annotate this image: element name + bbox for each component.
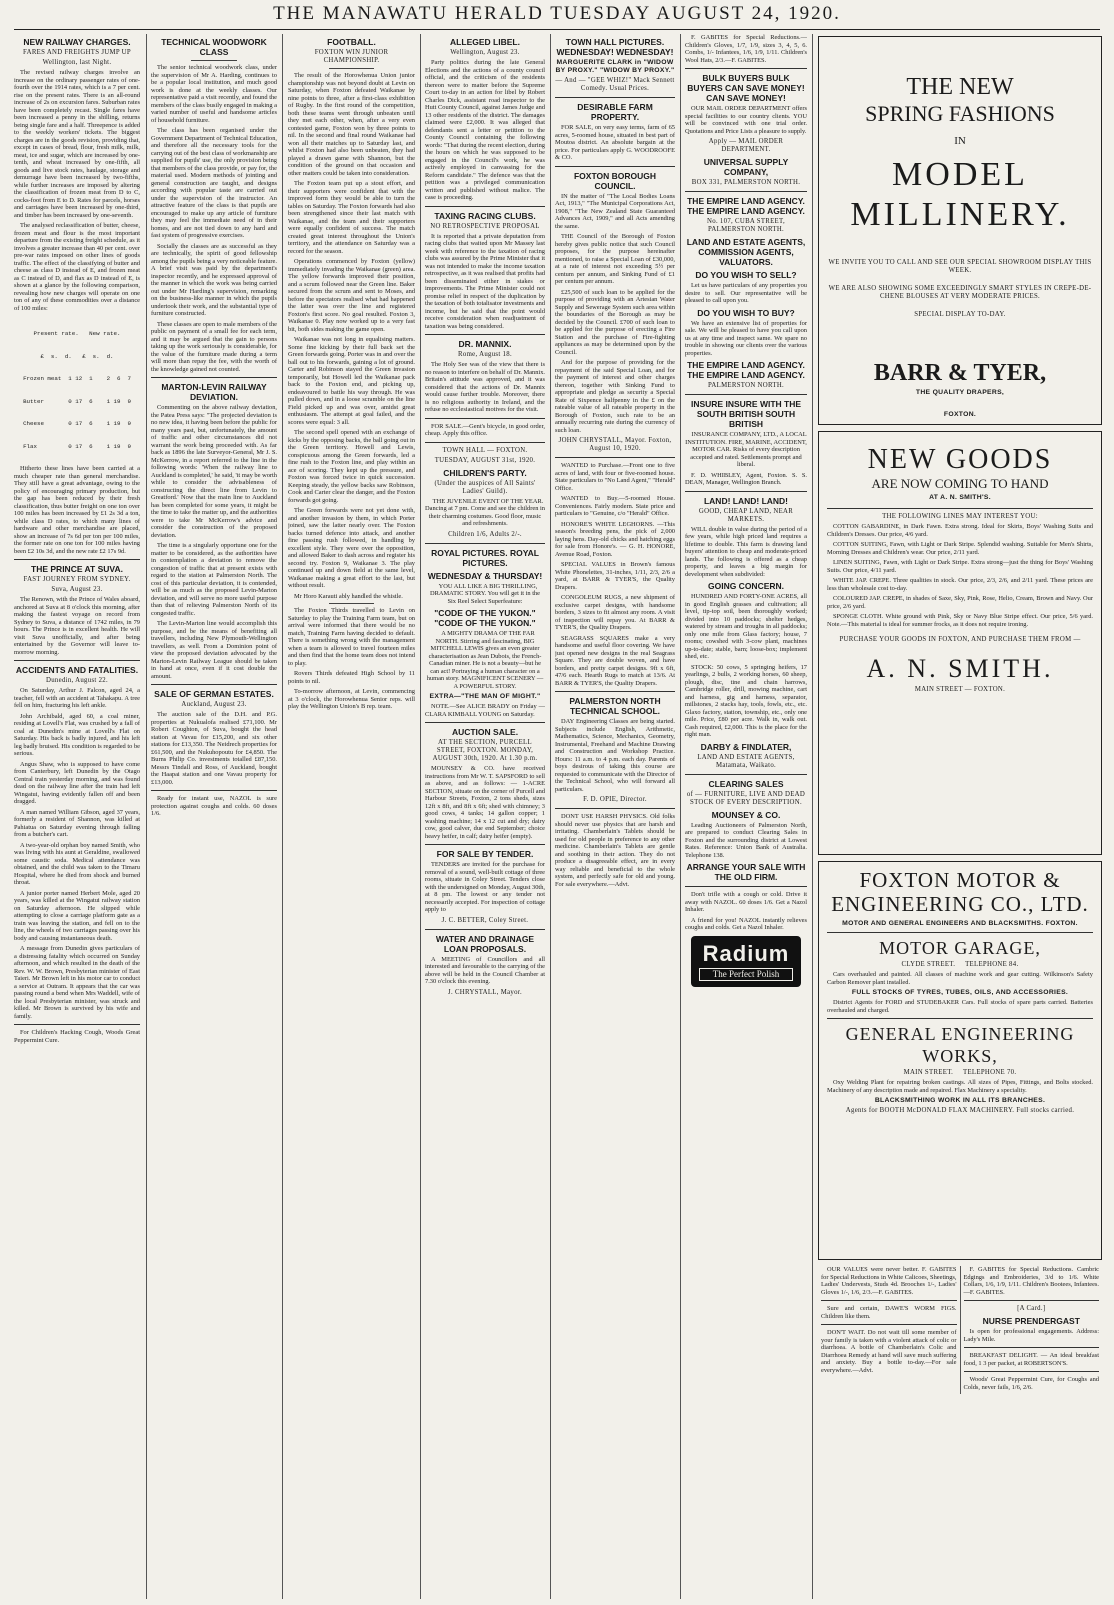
address: LAND AND ESTATE AGENTS, Matamata, Waikato. [697, 753, 795, 769]
column-rule [146, 34, 147, 1599]
divider [555, 166, 675, 167]
ad-title: NEW GOODS [867, 444, 1053, 475]
advert-text: Leading Auctioneers of Palmerston North, are prepared to conduct Clearing Sales in Foxton and the surrounding district at Lowest Rates. Reference: Union Bank of Australia. Telephone 138. [685, 821, 807, 859]
advert-text: WILL double in value during the period of a few years, while high priced land requires a lifetime to double. This farm is drawing land buyers' attention to cheap and moderate-priced lands. The following is offered as a cheap property, and leaves a big margin for development when subdivided: [685, 525, 807, 578]
article-paragraph: John Archibald, aged 60, a coal miner, residing at Lovell's Flat, was crushed by a fall of coal at Dunedin's mine at Lovell's Flat on Saturday. His back is badly injured, and his left leg badly bruised. His condition is regarded to be serious. [14, 712, 140, 757]
headline: SALE OF GERMAN ESTATES. [154, 689, 274, 699]
article-paragraph: A junior porter named Herbert Mole, aged 20 years, was killed at the Wingatui railway station on Saturday afternoon. He slipped while attempting to close a carriage platform gate as a train was leaving the station, and fell on to the line, the wheels of two carriages passing over his body and causing instantaneous death. [14, 889, 140, 942]
company-name: DARBY & FINDLATER, [700, 741, 792, 752]
headline: CLEARING SALES [708, 778, 784, 789]
subheadline: FOXTON WIN JUNIOR CHAMPIONSHIP. [314, 49, 389, 64]
article-paragraph: A man named William Gibson, aged 37 years, formerly a resident of Shannon, was killed at Pahiatua on Saturday evening through falling from a butcher's cart. [14, 808, 140, 838]
masthead-rule [14, 29, 1100, 30]
column-2 [151, 34, 277, 1599]
classified-ad: FOR SALE.—Gent's bicycle, in good order, cheap. Apply this office. [425, 422, 545, 437]
ad-title: MOTOR GARAGE, [879, 938, 1041, 958]
divider [964, 1371, 1100, 1372]
divider [425, 722, 545, 723]
small-ads-left [818, 1266, 960, 1394]
headline: TAXING RACING CLUBS. [434, 210, 536, 221]
headline: LAND! LAND! LAND! [703, 495, 789, 506]
headline: THE EMPIRE LAND AGENCY. THE EMPIRE LAND AGENCY. [687, 360, 805, 380]
advert-text: MOUNSEY & CO. have received instructions from Mr W. T. SAPSFORD to sell as above, and as follows: — 1-ACRE SECTION, situate on the corner of Purcell and Harbour Streets, Foxton, 2 tons sheds, sizes 12ft x 8ft, and 8ft x 6ft; shed with chimney; 3 good cows, 4 tanks; 14 gallon copper; 1 washing machine; 14 x 12 cut and dry; dairy cow, good calver, due end September; choice heavy heifer, in calf; dairy heifer (empty). [425, 765, 545, 840]
divider [151, 377, 277, 378]
film-title: MARGUERITE CLARK in "WIDOW BY PROXY." "WIDOW BY PROXY." [555, 59, 675, 74]
divider [425, 334, 545, 335]
article-paragraph: The second spell opened with an exchange of kicks by the opposing backs, the ball going out in the Green territory. Howell and Lewis, conspicuous among the Green forwards, led a fine rush to the Foxton line, and play within an ace of scoring. They kept up the pressure, and Foxton was forced twice in quick succession. Keeping steady, the yellow backs saw Robinson, Cook and Carter clear the danger, and the Foxton forwards got going. [288, 429, 415, 504]
article-paragraph: The Renown, with the Prince of Wales aboard, anchored at Suva at 8 o'clock this morning, after making the fastest voyage on record from Sydney to Suva, a distance of 1742 miles, in 79 hours. The Prince is in excellent health. He will visit Suva unofficially, and after being entertained by the Governor will leave to-morrow morning. [14, 596, 140, 656]
ad-text: AT A. N. SMITH'S. [929, 494, 991, 501]
classified-ad: WANTED to Buy.—5-roomed House. Conveniences. Fairly modern. State price and particulars to "Genuine, c/o "Herald" Office. [555, 495, 675, 517]
ad-title: IN [954, 135, 966, 147]
divider [555, 808, 675, 809]
article-paragraph: Angus Shaw, who is supposed to have come from Canterbury, left Dunedin by the Otago Central train yesterday morning, and was found dead on the railway line after the train had left Wingatui, having evidently fallen off and been dragged. [14, 760, 140, 805]
signature: J. C. BETTER, Coley Street. [441, 916, 529, 924]
article-paragraph: The Green forwards were not yet done with, and another invasion by them, in which Porter joined, saw the latter nearly over. The Foxton backs turned defence into attack, and another fine passing rush followed, in handling by excellent style. They were over the opposition, and allowed Baker to dash across and register his second try. Foxton 9, Waikanae 3. The play continued up and down field at the same level, Waikanae making a great effort to the last, but without result. [288, 507, 415, 589]
subheadline: FARES AND FREIGHTS JUMP UP [23, 49, 131, 56]
ad-text: WE INVITE YOU TO CALL AND SEE OUR SPECIAL SHOWROOM DISPLAY THIS WEEK. [828, 259, 1092, 274]
article-paragraph: The Levin-Marton line would accomplish this purpose, and be the means of benefiting all travellers, including New Plymouth-Wellington travellers, as well. From a Dominion point of view the proposed deviation advocated by the Marton-Levin Railway League should be taken in hand at once, even if it cost double the amount. [151, 620, 277, 680]
address: PALMERSTON NORTH. [707, 382, 785, 389]
divider [821, 1300, 957, 1301]
divider [827, 1018, 1093, 1019]
divider [555, 691, 675, 692]
notice-paragraph: DAY Engineering Classes are being started. Subjects include English, Arithmetic, Mathematics, Science, Mechanics, Geometry, Instrumental, Freehand and Machine Drawing and Construction and Workshop Practice. Hours: 11 a.m. to 4 p.m. each day. Parents of boys desirous of taking this course are requested to communicate with the Director of the Technical School, who will forward all particulars. [555, 718, 675, 793]
ad-text: MAIN STREET. TELEPHONE 70. [903, 1069, 1017, 1076]
subheadline: GOOD, CHEAP LAND, NEAR MARKETS. [698, 507, 794, 523]
smith-new-goods-advert [818, 431, 1102, 855]
ad-text: SPECIAL DISPLAY TO-DAY. [914, 311, 1006, 318]
dateline: Wellington, last Night. [42, 59, 112, 66]
divider [151, 684, 277, 685]
ad-title: BARR & TYER, [873, 360, 1047, 386]
headline: CHILDREN'S PARTY. [443, 467, 527, 478]
ad-text: FULL STOCKS OF TYRES, TUBES, OILS, AND ACCESSORIES. [851, 989, 1069, 996]
card-label: [A Card.] [1017, 1305, 1046, 1312]
classified-ad: F. GABITES for Special Reductions.—Children's Gloves, 1/7, 1/9, sizes 3, 4, 5, 6. Combs, 1/- Infantees, 1/6, 1/9, 1/11. Children's Wool Hats, 2/3.—F. GABITES. [685, 34, 807, 64]
advert-text: Apply — MAIL ORDER DEPARTMENT. [708, 138, 784, 153]
ad-title: GENERAL ENGINEERING WORKS, [845, 1024, 1075, 1066]
dateline: Auckland, August 23. [181, 701, 247, 708]
film-title: "CODE OF THE YUKON." "CODE OF THE YUKON." [434, 608, 536, 628]
divider [964, 1300, 1100, 1301]
divider [425, 844, 545, 845]
divider [329, 68, 375, 69]
ad-title: MODEL [892, 156, 1028, 193]
advert-line: Ready for instant use, NAZOL is sure protection against coughs and colds. 60 doses 1/6. [151, 795, 277, 817]
rate-table [14, 315, 140, 465]
headline: LAND AND ESTATE AGENTS, COMMISSION AGENTS, VALUATORS. [686, 237, 806, 267]
classified-ad: BREAKFAST DELIGHT. — An ideal breakfast food, 1 3 per packet, at ROBERTSON'S. [963, 1352, 1099, 1367]
column-4 [425, 34, 545, 1599]
divider [685, 886, 807, 887]
rate-table-row: Cheese 0 17 6 1 19 9 [23, 420, 131, 427]
divider [425, 442, 545, 443]
ad-item: WHITE JAP. CREPE. Three qualities in stock. Our price, 2/3, 2/6, and 2/11 yard. These prices are less than wholesale cost to-day. [827, 577, 1093, 592]
article-paragraph: A message from Dunedin gives particulars of a distressing fatality which occurred on Sunday afternoon, and which resulted in the death of the Rev. W. W. Brown, Presbyterian minister of East Taieri. Mr Brown left in his motor car to conduct a service at Outram. It appears that the car was passing round a bend when Mrs Waddell, wife of the local Presbyterian minister, was struck and killed. Mr Brown is survived by his wife and family. [14, 945, 140, 1020]
ad-text: Agents for BOOTH McDONALD FLAX MACHINERY. Full stocks carried. [845, 1107, 1075, 1114]
divider [964, 1347, 1100, 1348]
advert-text: A MIGHTY DRAMA OF THE FAR NORTH. Stirring and fascinating, BIG MITCHELL LEWIS gives an even greater characterisation as Jean Dubois, the French-Canadian miner. He is not a beauty—but he can act! Portraying a human character on a human story. MAGNIFICENT SCENERY — A POWERFUL STORY. [426, 630, 544, 690]
notice-paragraph: £25,500 of such loan to be applied for the purpose of providing with an Artesian Water Supply and Sewerage System such area within the boundaries of the Borough as may be decided by the Council. £700 of such loan to be applied for the purpose of erecting a Fire Station and the purchase of Fire-fighting appliances as may be determined upon by the Council. [555, 288, 675, 356]
advert-text: of — FURNITURE, LIVE AND DEAD STOCK OF EVERY DESCRIPTION. [686, 790, 806, 806]
subheadline: FAST JOURNEY FROM SYDNEY. [23, 576, 131, 583]
article-paragraph: The senior technical woodwork class, under the supervision of Mr A. Harding, continues to be a popular local institution, and much good work is done at the weekly classes. Our representative paid a visit recently, and found the members of the class busily engaged in making a varied number of useful and handsome articles of household furniture. [151, 64, 277, 124]
ad-title: MILLINERY. [850, 196, 1070, 233]
classified-ad: DON'T WAIT. Do not wait till some member of your family is taken with a violent attack of colic or diarrhoea. A bottle of Chamberlain's Colic and Diarrhoea Remedy at hand will save much suffering and anxiety. Buy a bottle to-day.—For sale everywhere.—Advt. [821, 1329, 957, 1374]
article-paragraph: The class has been organised under the Government Department of Technical Education, and therefore all the necessary tools for the carrying out of the best class of workmanship are supplied for pupils' use, the only provision being that members of the class provide, or pay for, the material used. Modern methods of jointing and general construction are taught, and designs according with popular taste are carried out under the supervision of the instructor. An attractive feature of the class is that pupils are encouraged to make up any article of furniture they may feel the immediate need of in their homes, and are not tied down to any hard and fast system of progressive exercises. [151, 127, 277, 239]
advert-text: TENDERS are invited for the purchase for removal of a sound, well-built cottage of three rooms, situate in Coley Street. Tenders close with the undersigned on Monday, August 30th, at 8 pm. The lowest or any tender not necessarily accepted. For inspection of cottage apply to [425, 861, 545, 913]
divider [425, 929, 545, 930]
headline: MARTON-LEVIN RAILWAY DEVIATION. [161, 382, 267, 402]
article-paragraph: Commenting on the above railway deviation, the Patea Press says: "The projected deviation is no new idea, it having been before the public for many years past, but, unfortunately, the amount of traffic and other circumstances did not warrant the work being proceeded with. As far back as 1896 the late Surveyor-General, Mr J. S. McKerrow, in a report referred to the line in the following words: 'When the railway line to Auckland is completed,' he said, 'it may be worth while to consider the advisableness of constructing the direct line from Levin to Greatford.' Now that the main line to Auckland has been completed for some years, it might be the time to take the matter up, and the authorities were to take Mr McKerrow's advice and consider the construction of the proposed deviation. [151, 404, 277, 539]
ad-item: COTTON GABARDINE, in Dark Fawn. Extra strong. Ideal for Skirts, Boys' Washing Suits and Children's Dresses. Our price, 4/6 yard. [827, 523, 1093, 538]
headline: FOOTBALL. [327, 37, 376, 47]
divider [191, 60, 236, 61]
classified-ad: CONGOLEUM RUGS, a new shipment of exclusive carpet designs, with handsome borders, 3 sizes to fit almost any room. A visit of inspection will repay you. At BARR & TYER'S, the Quality Drapers. [555, 594, 675, 631]
article-paragraph: Rovers Thirds defeated High School by 11 points to nil. [288, 670, 415, 685]
subheadline: NO RETROSPECTIVE PROPOSAL [430, 222, 540, 230]
advert-text: STOCK: 50 cows, 5 springing heifers, 17 yearlings, 2 bulls, 2 working horses, 60 sheep, plough, disc, tine and chain harrows, Cambridge roller, drill, mowing machine, cart and harness, gig and harness, separator, millstones, 2 stacks hay, tools, fowls, etc., etc. Glaxo factory, station, township, etc., only one mile. Price, £80 per acre. Walk in, walk out. Cash required, £2,000. This is the place for the right man. [685, 663, 807, 738]
column-6 [685, 34, 807, 1599]
column-rule [680, 34, 681, 1599]
headline: NURSE PRENDERGAST [982, 1316, 1080, 1326]
advert-text: — And — "GEE WHIZ!" Mack Sennett Comedy. Usual Prices. [555, 77, 675, 92]
small-ads [818, 1266, 1102, 1394]
article-paragraph: The result of the Horowhenua Union junior championship was not beyond doubt at Levin on Saturday, when Foxton defeated Waikanae by nine points to three, after a first-class exhibition of Rugby. In the first round of the competition, both these teams went through unbeaten until they met each other, when, after a very even contested game, Foxton won by three points to nil. In the second and final round Waikanae had won all their matches up to Saturday last, and whilst Foxton had also been unbeaten, they had played a drawn game with Shannon, but the condition of the ground on that occasion and other matters could be taken into consideration. [288, 72, 415, 177]
divider [14, 660, 140, 661]
article-paragraph: The Foxton Thirds travelled to Levin on Saturday to play the Training Farm team, but on arrival were informed that there would be no match, Training Farm having decided to default. There is something wrong with the management when a team is allowed to travel fourteen miles and then find that the home team does not intend to play. [288, 607, 415, 667]
headline: FOXTON BOROUGH COUNCIL. [573, 170, 656, 191]
divider [329, 603, 375, 604]
notice-paragraph: IN the matter of "The Local Bodies Loans Act, 1913," "The Municipal Corporations Act, 1908," "The New Zealand State Guaranteed Advances Act, 1909," and all Acts amending the same. [555, 192, 675, 230]
column-rule [812, 34, 813, 1599]
ad-text: CLYDE STREET. TELEPHONE 84. [901, 961, 1019, 968]
column-rule [550, 34, 551, 1599]
divider [425, 418, 545, 419]
headline: TOWN HALL PICTURES. WEDNESDAY! WEDNESDAY! [556, 37, 674, 57]
ad-item: Oxy Welding Plant for repairing broken castings. All sizes of Pipes, Fittings, and Bolts stocked. Machinery of any description made and repaired. Flax Machinery a speciality. [827, 1079, 1093, 1094]
headline: GOING CONCERN. [707, 581, 785, 591]
ad-text: THE QUALITY DRAPERS, [915, 389, 1005, 396]
divider [827, 508, 1093, 509]
article-paragraph: These classes are open to male members of the public on payment of a small fee for each term, and it may be argued that the gain to persons taking up the work seriously is considerable, for the value of the furniture made during a term will more than repay the fee, with the worth of the knowledge gained not counted. [151, 320, 277, 373]
ad-title: SPRING FASHIONS [865, 101, 1055, 126]
article-paragraph: To-morrow afternoon, at Levin, commencing at 3 o'clock, the Horowhenua Senior reps. will play the Wellington Union's B rep. team. [288, 688, 415, 710]
advert-text: HUNDRED AND FORTY-ONE ACRES, all in good English grasses and cultivation; all level, tip-top soil, been thoroughly worked; divided into 10 paddocks; shelter hedges, watered by stream and troughs in all paddocks; only one mile from Glass factory; house, 7 rooms; cowshed with 3-cow plant, machines up-to-date; stable, barn; loose-box; implement shed, etc. [685, 593, 807, 660]
article-paragraph: The Holy See was of the view that there is no reason to interfere on behalf of Dr. Mannix. Britain's attitude was approved, and it was considered that the actions of Dr. Mannix would cause further trouble. Moreover, there is no religious authority in Ireland, and the refuse no ecclesiastical motives for the visit. [425, 361, 545, 413]
radium-logo-tagline: The Perfect Polish [699, 968, 793, 981]
signature: JOHN CHRYSTALL, Mayor. Foxton, August 10, 1920. [558, 437, 672, 452]
advert-text: OUR MAIL ORDER DEPARTMENT offers special facilities to our country clients. YOU will be convinced with one trial order. Quotations and Price Lists a pleasure to supply. [685, 105, 807, 135]
advert-text: A MEETING of Councillors and all interested and favourable to the carrying of the above will be held in the Council Chamber at 7.30 o'clock this evening. [425, 955, 545, 985]
ad-text: BLACKSMITHING WORK IN ALL ITS BRANCHES. [874, 1097, 1046, 1104]
foxton-motor-advert [818, 861, 1102, 1260]
headline: WEDNESDAY & THURSDAY! [427, 570, 543, 581]
advert-text: INSURANCE COMPANY, LTD., A LOCAL INSTITUTION. FIRE, MARINE, ACCIDENT, MOTOR CAR. Risks of every description accepted and rated. Settlements prompt and liberal. [685, 431, 807, 468]
rate-table-row: Frozen meat 1 12 1 2 6 7 [23, 375, 131, 382]
advert-text: YOU ALL LIKE A BIG THRILLING, DRAMATIC STORY. You will get it in the Six Reel Select Superfeature: [429, 582, 541, 605]
article-paragraph: Waikanae was not long in equalising matters. Some fine kicking by their full back set the Green forwards going. Porter was in and over the ball out to his forwards, gaining a lot of ground. Carter and Robinson stayed the Green invasion temporarily, but Howell led the Waikanae pack back to the Foxton end, and picking up, endeavoured to battle his way through. He was pulled down, and in a loose scramble on the line Field picked up and was over, amidst great enthusiasm. The attempt at goal failed, and the scores were equal: 3 all. [288, 336, 415, 426]
ad-text: FOXTON. [943, 411, 977, 418]
radium-logo-word: Radium [702, 940, 790, 966]
dateline: Suva, August 23. [51, 586, 103, 593]
ad-item: COTTON SUITING, Fawn, with Light or Dark Stripe. Splendid washing. Suitable for Men's Shirts, Morning Dresses and Children's wear. Our price, 2/11 yard. [827, 541, 1093, 556]
headline: DO YOU WISH TO SELL? [695, 270, 797, 280]
headline: ALLEGED LIBEL. [450, 37, 520, 47]
divider [425, 543, 545, 544]
headline: THE PRINCE AT SUVA. [31, 564, 123, 574]
column-7 [818, 34, 1102, 1599]
headline: ACCIDENTS AND FATALITIES. [15, 665, 139, 675]
headline: TECHNICAL WOODWORK CLASS [161, 37, 267, 57]
ad-text: WE ARE ALSO SHOWING SOME EXCEEDINGLY SMART STYLES IN CREPE-DE-CHENE BLOUSES AT VERY MODERATE PRICES. [828, 285, 1092, 300]
article-paragraph: The Foxton team put up a stout effort, and their supporters were confident that with the improved form they would be able to turn the tables on Saturday. The Foxton forwards had also been strengthened since their last match with Waikanae, and the team and their supporters were equally confident of success. The match created great interest throughout the Union's territory, and the attendance on Saturday was a record for the season. [288, 180, 415, 255]
article-paragraph: Socially the classes are as successful as they are technically, the spirit of good fellowship among the pupils being a very noticeable feature. A brief visit was paid by the department's inspector recently, and he expressed approval of the manner in which the work was being carried out under Mr Harding's supervision, remarking on the business-like manner in which the pupils undertook their work, and the substantial type of furniture constructed. [151, 242, 277, 317]
classified-ad: Is open for professional engagements. Address: Lady's Mile. [963, 1328, 1099, 1343]
headline: AUCTION SALE. [451, 727, 519, 737]
headline: THE EMPIRE LAND AGENCY. THE EMPIRE LAND AGENCY. [687, 196, 805, 216]
barr-tyer-advert [818, 36, 1102, 425]
dateline: Wellington, August 23. [450, 49, 520, 56]
headline: WATER AND DRAINAGE LOAN PROPOSALS. [435, 933, 535, 954]
company-name: UNIVERSAL SUPPLY COMPANY, [703, 157, 789, 177]
notice-paragraph: THE Council of the Borough of Foxton hereby gives public notice that such Council proposes, for the purpose hereinafter mentioned, to raise a Special Loan of £30,000, at a rate of interest not exceeding 5½ per centum per annum, and Sinking Fund of £1 per centum per annum. [555, 233, 675, 285]
signature: F. D. OPIE, Director. [583, 796, 647, 803]
ad-item: LINEN SUITING, Fawn, with Light or Dark Stripe. Extra strong—just the thing for Boys' Washing Suits. Our price, 4/11 yard. [827, 559, 1093, 574]
headline: DESIRABLE FARM PROPERTY. [577, 102, 653, 122]
divider [685, 491, 807, 492]
advert-text: Let us have particulars of any properties you desire to sell. Our representative will be pleased to call upon you. [685, 282, 807, 304]
venue-heading: TOWN HALL — FOXTON. [442, 446, 528, 454]
article-paragraph: A two-year-old orphan boy named Smith, who was living with his aunt at Geraldine, swallowed some caustic soda. Medical attendance was obtained, and the child was taken to the Timaru Hospital, where he died from shock and burned throat. [14, 841, 140, 886]
event-note: (Under the auspices of All Saints' Ladies' Guild). [434, 479, 536, 495]
article-paragraph: It is reported that a private deputation from racing clubs that waited upon Mr Massey last week with reference to the taxation of racing clubs was assured by the Prime Minister that it was not intended to make the income taxation retrospective, as it was realised that profits had been disseminated either in stakes or improvements. The Prime Minister could not promise relief in respect of the duplication by the taxation of both totalisator investments and income, but he said that the point would receive consideration when readjustment of taxation was being considered. [425, 232, 545, 330]
rate-table-row: Flax 0 17 6 1 19 9 [23, 442, 131, 450]
headline: PALMERSTON NORTH TECHNICAL SCHOOL. [569, 696, 661, 716]
article-paragraph: On Saturday, Arthur J. Falcon, aged 24, a teacher, fell with an accident at Tahakapu. A tree fell on him, fracturing his left ankle. [14, 687, 140, 709]
dateline: Dunedin, August 22. [46, 677, 108, 684]
column-1 [14, 34, 140, 1599]
divider [685, 774, 807, 775]
classified-ad: SPECIAL VALUES in Brown's famous White Phonelettes, 31-inches, 1/11, 2/3, 2/6 a yard, at BARR & TYER'S, the Quality Drapers. [555, 561, 675, 591]
column-rule [282, 34, 283, 1599]
divider [685, 394, 807, 395]
classified-ad: Woods' Great Peppermint Cure, for Coughs and Colds, never fails, 1/6, 2/6. [963, 1376, 1099, 1391]
rate-table-header: Present rate. New rate. [33, 330, 121, 337]
headline: ROYAL PICTURES. ROYAL PICTURES. [431, 547, 539, 568]
notice-paragraph: And for the purpose of providing for the repayment of the said Special Loan, and for the payment of interest and other charges thereon, together with Sinking Fund to appropriate and pledge as security a Special Rate of Sixpence halfpenny in the £ on the rateable value of all rateable property in the Borough of Foxton, such rate to be an annually recurring rate during the currency of such loan. [555, 359, 675, 434]
divider [14, 1024, 140, 1025]
headline: DO YOU WISH TO BUY? [697, 307, 795, 318]
advert-text: Don't trifle with a cough or cold. Drive it away with NAZOL. 60 doses 1/6. Get a Nazol Inhaler. [685, 891, 807, 913]
article-paragraph: Mr Horo Karauti ably handled the whistle. [294, 592, 403, 600]
headline: ARRANGE YOUR SALE WITH THE OLD FIRM. [686, 862, 806, 882]
ad-item: COLOURED JAP. CREPE, in shades of Saxe, Sky, Pink, Rose, Helio, Cream, Brown and Navy. Our price, 2/6 yard. [827, 595, 1093, 610]
divider [555, 97, 675, 98]
classified-ad: OUR VALUES were never better. F. GABITES for Special Reductions in White Calicoes, Sheetings, Ladies' Undervests, Studs 4d. Brooches 1/-, Ladies' Gloves 1/-, 1/6, 2/3.—F. GABITES. [821, 1266, 957, 1296]
company-name: MOUNSEY & CO. [711, 809, 781, 820]
advert-text: We have an extensive list of properties for sale. We will be pleased to have you call upon us at any time and inspect same. We spare no trouble in showing our clients over the various properties. [685, 319, 807, 357]
extra-feature: EXTRA—"THE MAN OF MIGHT." [429, 693, 541, 700]
rate-table-units: £ s. d. £ s. d. [40, 352, 114, 360]
advert-text: F. D. WHIBLEY, Agent, Foxton. S. S. DEAN, Manager, Wellington Branch. [685, 471, 807, 486]
column-5 [555, 34, 675, 1599]
small-ads-right [960, 1266, 1103, 1394]
classified-ad: F. GABITES for Special Reductions. Cambric Edgings and Embroideries, 3/d to 1/6. White Collars, 1/6, 1/9, 1/11. Children's Bootees, Infantees.—F. GABITES. [963, 1266, 1099, 1296]
divider [425, 206, 545, 207]
divider [827, 932, 1093, 933]
column-rule [420, 34, 421, 1599]
signature: J. CHRYSTALL, Mayor. [448, 988, 522, 996]
article-paragraph: Hitherto these lines have been carried at a much cheaper rate than general merchandise. They still have a great advantage, owing to the policy of encouraging primary production, but the gap has been reduced by their fresh classification, thus butter freight on one ton over 100 miles has been increased by £1 2s 3d a ton, while class D rates, to which many lines of hardware and other merchandise are placed, show an increase of 7s 6d per ton per 100 miles, the former rate on one ton for 100 miles having been £2 10s 3d, and the new rate £2 17s 9d. [14, 465, 140, 555]
headline: NEW RAILWAY CHARGES. [23, 37, 131, 47]
article-paragraph: The auction sale of the D.H. and P.G. properties at Nukualofa realised £71,100. Mr Robert Coughton, of Suva, bought the head station at Vavau for £15,200, and six other stations for £13,350. The Neidrech properties for £61,500, and the Nukuhopoutu for £4,850. The Burns Philip Co. investments totalled £87,150. Messrs Tindall and Ross, of Auckland, bought the Haapai station and one Vavau property for £13,000. [151, 711, 277, 786]
article-paragraph: Party politics during the late General Elections and the actions of a county council official, and the criticism of the residents thereon were to matter before the Supreme Court to-day in an action for libel by Robert Charles Dick, assistant road inspector to the Hutt County Council, against James Judge and 13 other residents of the district. The damages claimed were £2,000. It was alleged that defendants sent a letter or petition to the County Council containing the following words: "That during the recent election, during the hours on which he was supposed to be engaged in the Council's work, he was actively employed in canvassing for the Reform candidate." The defence was that the petition was a privileged communication written and published without malice. The case is proceeding. [425, 59, 545, 201]
divider [685, 68, 807, 69]
headline: FOR SALE BY TENDER. [436, 849, 534, 859]
ad-text: MOTOR AND GENERAL ENGINEERS AND BLACKSMITHS. FOXTON. [842, 920, 1078, 927]
sale-location: AT THE SECTION, PURCELL STREET, FOXTON. MONDAY, AUGUST 30th, 1920. At 1.30 p.m. [432, 739, 538, 762]
ad-item: SPONGE CLOTH. White ground with Pink, Sky or Navy Blue Stripe effect. Our price, 5/6 yard. Note.—This material is ideal for summer frocks, as it does not require ironing. [827, 613, 1093, 628]
ad-item: District Agents for FORD and STUDEBAKER Cars. Full stocks of spare parts carried. Batteries overhauled and charged. [827, 999, 1093, 1014]
address: No. 107, CUBA STREET, PALMERSTON NORTH. [707, 218, 785, 233]
masthead: THE MANAWATU HERALD TUESDAY AUGUST 24, 1920. [273, 3, 841, 24]
advert-text: DONT USE HARSH PHYSICS. Old folks should never use physics that are harsh and irritating. Chamberlain's Tablets should be used for old people in preference to any other medicine. Chamberlain's Tablets are gentle and soothing in their action. They do not produce a disagreeable effect, are in every way reliable and beneficial to the whole system, and perfectly safe for old and young. For sale everywhere.—Advt. [555, 813, 675, 888]
advert-line: For Children's Hacking Cough, Woods Great Peppermint Cure. [14, 1029, 140, 1044]
headline: DR. MANNIX. [458, 339, 512, 349]
radium-polish-logo [691, 936, 801, 987]
advert-note: NOTE.—See ALICE BRADY on Friday — CLARA KIMBALL YOUNG on Saturday. [425, 703, 545, 718]
ad-text: THE FOLLOWING LINES MAY INTEREST YOU: [882, 513, 1038, 520]
divider [14, 559, 140, 560]
column-3 [288, 34, 415, 1599]
headline: INSURE INSURE WITH THE SOUTH BRITISH SOUTH BRITISH [690, 399, 802, 429]
admission-prices: Children 1/6, Adults 2/-. [448, 530, 522, 538]
ad-item: Cars overhauled and painted. All classes of machine work and gear cutting. Wilkinson's Safety Carbon Remover plant installed. [827, 971, 1093, 986]
classified-ad: Sure and certain, DAWE'S WORM FIGS. Children like them. [821, 1305, 957, 1320]
divider [151, 790, 277, 791]
ad-title: FOXTON MOTOR & ENGINEERING CO., LTD. [831, 868, 1089, 916]
advert-text: FOR SALE, on very easy terms, farm of 65 acres, 5-roomed house, situated in best part of Moutoa district. An absolute bargain at the price. For particulars apply G. WOODROOFE & CO. [555, 124, 675, 161]
event-date: TUESDAY, AUGUST 31st, 1920. [434, 456, 536, 464]
address: BOX 331, PALMERSTON NORTH. [691, 179, 801, 186]
headline: BULK BUYERS BULK BUYERS CAN SAVE MONEY! CAN SAVE MONEY! [687, 73, 805, 103]
article-paragraph: The analysed reclassification of butter, cheese, frozen meat and flour is the most important departure from the existing freight schedule, as it involves a greater increase than 40 per cent. over pre-war rates imposed on other lines of goods traffic. The effect of the classifying of butter and cheese as class D instead of E, and frozen meat as C instead of D, and flax as D instead of E, is shown at a glance by the following comparison, revealing how new charges will operate on one ton of any of these commodities over a distance of 100 miles: [14, 222, 140, 312]
classified-ad: HONORE'S WHITE LEGHORNS. —This season's breeding pens, the pick of 2,000 laying hens. Day-old chicks and hatching eggs for sale from Honore's. — G. H. HONORE, Avenue Road, Foxton. [555, 520, 675, 558]
ad-title: ARE NOW COMING TO HAND [871, 476, 1049, 491]
classified-ad: SEAGRASS SQUARES make a very handsome and useful floor covering. We have just opened new designs in the real Seagrass Square. They are double woven, and have borders, and pretty carpet designs. 9ft x 6ft, 47/6 each. Hearth Rugs to match at 13/6. At BARR & TYER'S, the Quality Drapers. [555, 634, 675, 687]
ad-text: MAIN STREET — FOXTON. [914, 686, 1006, 693]
divider [555, 457, 675, 458]
article-paragraph: The revised railway charges involve an increase on the ordinary passenger rates of one-fourth over the 1914 rates, which is a 7 per cent. rise on the present rates. There is an all-round increase of 2s on excursion fares. Suburban rates have been completely recast. Single fares have been increased a penny in the shilling, returns being single fare and a half. Threepence is added to the weekly workers' tickets. The biggest charges are in the goods revision, providing that, except in cases of bread, flour, fresh milk, milk, meat, ice and sugar, which are increased by one-tenth, and wheat increased by one-fifth, all goods and live stock rates, haulage, storage and demurrage have been increased by two-fifths, while further increases are imposed by altering the classification of frozen meat from D to C, cocks-foot from E to D. Rates for parcels, horses and carriages have been increased by one-third, and timber has been increased by one-seventh. [14, 69, 140, 219]
ad-title: A. N. SMITH. [866, 654, 1054, 683]
ad-text: PURCHASE YOUR GOODS IN FOXTON, AND PURCHASE THEM FROM — [839, 636, 1081, 643]
article-paragraph: Operations commenced by Foxton (yellow) immediately invading the Waikanae (green) area. The yellow forwards improved their position, and a scrum followed near the Green line. Baker secured from the scrum and sent to Moses, and before the spectators realised what had happened the latter was over the line and registered Foxton's first score. No goal resulted. Foxton 3, Waikanae 0. Play now worked up to a very fast bit, both sides making the game open. [288, 258, 415, 333]
divider [821, 1324, 957, 1325]
ad-title: THE NEW [906, 74, 1014, 100]
article-paragraph: The time is a singularly opportune one for the matter to be considered, as the authorities have in contemplation a deviation to remove the congestion of traffic that at present exists with regard to the station at Palmerston North. The cost of this particular deviation, it is contended, will be as much as the proposed Levin-Marton deviation, and will serve no more useful purpose than that of relieving Palmerston North of its congested traffic. [151, 542, 277, 617]
advert-text: A friend for you! NAZOL instantly relieves coughs and colds. Get a Nazol Inhaler. [685, 916, 807, 931]
dateline: Rome, August 18. [458, 351, 512, 358]
event-description: THE JUVENILE EVENT OF THE YEAR. Dancing at 7 pm. Come and see the children in their charming costumes. Good floor, music and refreshments. [425, 497, 545, 527]
divider [685, 191, 807, 192]
rate-table-row: Butter 0 17 6 1 19 9 [23, 397, 131, 405]
classified-ad: WANTED to Purchase.—Front one to five acres of land, with four or five-roomed house. State particulars to "No Land Agent," "Herald" Office. [555, 462, 675, 492]
